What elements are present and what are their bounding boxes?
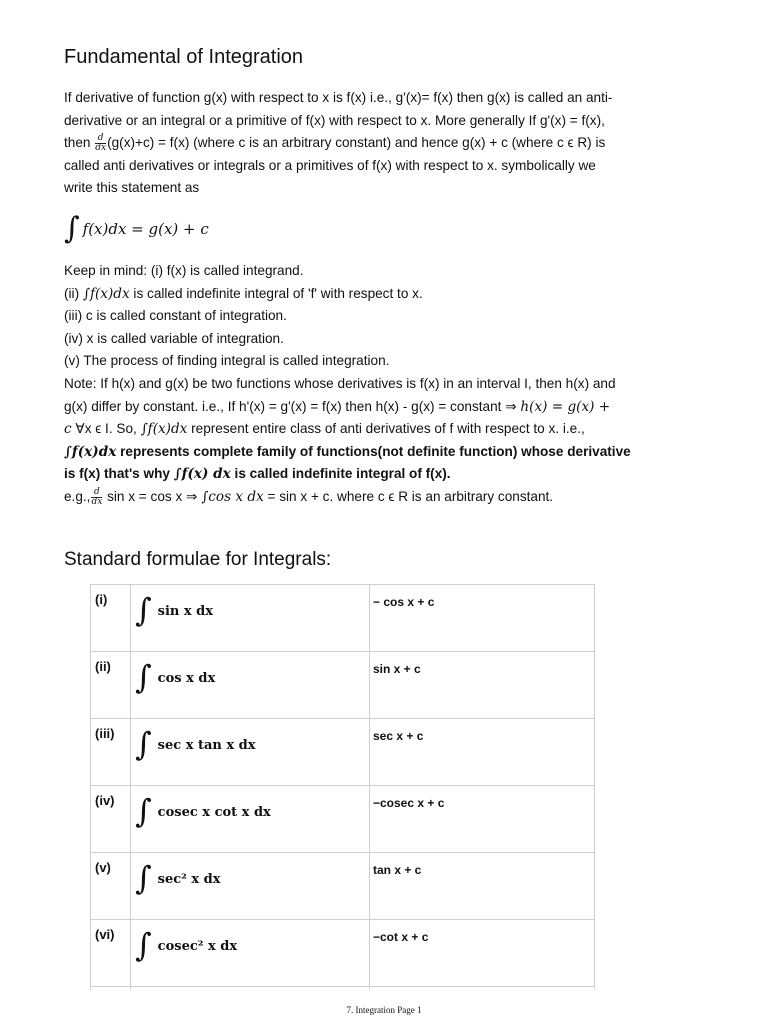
formula-integral xyxy=(131,652,370,719)
page-title: Fundamental of Integration xyxy=(64,46,304,68)
text-fragment: e.g., xyxy=(64,488,91,504)
note-line: (iii) c is called constant of integration. xyxy=(64,308,287,324)
integral-sign: ∫ xyxy=(135,926,152,964)
text-fragment: represent entire class of anti derivatives of f with respect to x. i.e., xyxy=(187,421,585,437)
formula-result: sec x + c xyxy=(370,719,595,786)
text-fragment: is f(x) that's why xyxy=(64,466,174,482)
integrand: cos x dx xyxy=(157,670,216,686)
text-fragment: sin x = cos x ⇒ xyxy=(103,488,202,504)
table-row xyxy=(91,786,595,853)
note-line: (iv) x is called variable of integration. xyxy=(64,330,284,346)
example-line xyxy=(64,486,674,509)
table-row-continuation xyxy=(91,987,595,991)
empty-cell xyxy=(131,987,370,991)
formula-result: −cosec x + c xyxy=(370,786,595,853)
integrand: cosec² x dx xyxy=(157,938,238,954)
text-fragment: (ii) xyxy=(64,285,83,301)
note-line xyxy=(64,396,674,419)
integral-sign: ∫ xyxy=(64,210,80,246)
text-fragment: represents complete family of functions(not definite function) whose derivative xyxy=(116,443,631,459)
intro-line: If derivative of function g(x) with respect to x is f(x) i.e., g'(x)= f(x) then g(x) is called an anti- xyxy=(64,90,613,105)
formula-number: (ii) xyxy=(91,652,131,719)
text-fragment: then xyxy=(64,135,95,151)
fraction-numerator: d xyxy=(97,133,104,144)
text-fragment: ∀x ϵ I. So, xyxy=(71,421,141,437)
integrand: cosec x cot x dx xyxy=(157,804,271,820)
formulae-table xyxy=(90,584,595,990)
integrand: sec² x dx xyxy=(157,871,221,887)
document-body xyxy=(64,46,674,571)
integral-sign: ∫ xyxy=(135,725,152,763)
formula-result: − cos x + c xyxy=(370,585,595,652)
formula-number: (vi) xyxy=(91,920,131,987)
empty-cell xyxy=(370,987,595,991)
page-footer: 7. Integration Page 1 xyxy=(346,1005,422,1015)
integral-sign: ∫ xyxy=(135,792,152,830)
math-expression: f(x) dx xyxy=(181,466,231,483)
table-row xyxy=(91,719,595,786)
section-heading: Standard formulae for Integrals: xyxy=(64,548,332,570)
formula-integral xyxy=(131,585,370,652)
integral-sign: ∫ xyxy=(82,285,90,302)
derivative-fraction xyxy=(91,488,102,507)
integral-sign: ∫ xyxy=(140,421,148,438)
integrand: sec x tan x dx xyxy=(157,737,256,753)
note-line xyxy=(64,418,674,441)
text-fragment: is called indefinite integral of f(x). xyxy=(230,466,451,482)
integral-expression xyxy=(135,861,221,895)
math-expression: cos x dx xyxy=(208,488,264,505)
note-line: Keep in mind: (i) f(x) is called integrand. xyxy=(64,262,304,278)
integral-sign: ∫ xyxy=(64,443,72,460)
integral-expression xyxy=(135,593,213,627)
text-fragment: is called indefinite integral of 'f' with respect to x. xyxy=(129,285,423,301)
derivative-fraction xyxy=(95,134,106,153)
integral-sign: ∫ xyxy=(173,466,182,483)
formula-integral xyxy=(131,719,370,786)
integral-expression xyxy=(135,660,215,694)
integral-sign: ∫ xyxy=(135,591,152,629)
formula-integral xyxy=(131,920,370,987)
fraction-numerator: d xyxy=(93,486,100,497)
note-line: Note: If h(x) and g(x) be two functions whose derivatives is f(x) in an interval I, then h(x) and xyxy=(64,375,616,391)
integral-sign: ∫ xyxy=(135,859,152,897)
text-fragment: (g(x)+c) = f(x) (where c is an arbitrary constant) and hence g(x) + c (where c ϵ R) is xyxy=(107,135,606,151)
math-expression: c xyxy=(64,421,72,438)
formula-number: (iv) xyxy=(91,786,131,853)
empty-cell xyxy=(91,987,131,991)
fraction-denominator: dx xyxy=(91,496,103,507)
fraction-denominator: dx xyxy=(95,143,107,154)
integrand: sin x dx xyxy=(157,603,214,619)
formula-integral xyxy=(131,853,370,920)
intro-line: write this statement as xyxy=(64,180,200,196)
formula-number: (v) xyxy=(91,853,131,920)
note-line-bold xyxy=(64,463,674,486)
text-fragment: = sin x + c. where c ϵ R is an arbitrary constant. xyxy=(263,488,554,504)
table-row xyxy=(91,920,595,987)
intro-line: derivative or an integral or a primitive of f(x) with respect to x. More generally If g'(x) = f(x), xyxy=(64,112,605,128)
table-row xyxy=(91,652,595,719)
integral-expression xyxy=(135,727,256,761)
formula-result: sin x + c xyxy=(370,652,595,719)
table-row xyxy=(91,585,595,652)
formula-result: tan x + c xyxy=(370,853,595,920)
intro-line: called anti derivatives or integrals or a primitives of f(x) with respect to x. symbolically we xyxy=(64,157,596,173)
math-expression: f(x)dx xyxy=(89,285,130,302)
main-integral-formula xyxy=(64,208,674,250)
formula-number: (iii) xyxy=(91,719,131,786)
integral-sign: ∫ xyxy=(201,488,209,505)
integral-expression xyxy=(135,928,237,962)
note-line xyxy=(64,283,674,306)
math-expression: h(x) = g(x) + xyxy=(520,398,611,415)
formula-expression: f(x)dx = g(x) + c xyxy=(82,219,209,238)
intro-line xyxy=(64,132,674,155)
integral-sign: ∫ xyxy=(135,658,152,696)
math-expression: f(x)dx xyxy=(71,443,117,460)
math-expression: f(x)dx xyxy=(147,421,188,438)
table-row xyxy=(91,853,595,920)
formula-result: −cot x + c xyxy=(370,920,595,987)
formula-integral xyxy=(131,786,370,853)
formula-number: (i) xyxy=(91,585,131,652)
integral-expression xyxy=(135,794,271,828)
note-line: (v) The process of finding integral is called integration. xyxy=(64,353,390,369)
note-line-bold xyxy=(64,441,674,464)
text-fragment: g(x) differ by constant. i.e., If h'(x) = g'(x) = f(x) then h(x) - g(x) = constant ⇒ xyxy=(64,398,521,414)
